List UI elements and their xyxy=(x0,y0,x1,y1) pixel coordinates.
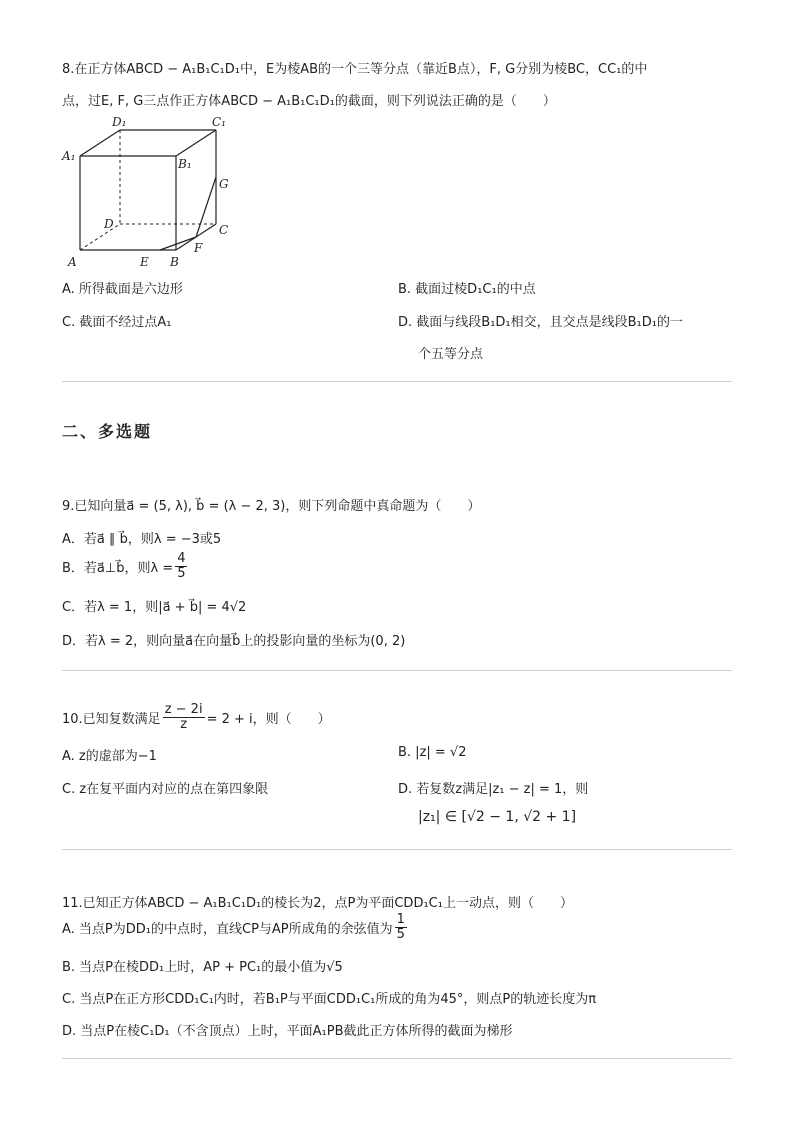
q9-stem: 9.已知向量a⃗ = (5, λ), b⃗ = (λ − 2, 3)，则下列命题中真命题为（ ） xyxy=(62,499,481,514)
q8-stem-line2: 点，过E, F, G三点作正方体ABCD − A₁B₁C₁D₁的截面，则下列说法正确的是（ ） xyxy=(62,94,556,109)
label-a1: A₁ xyxy=(62,149,76,163)
segment-fg xyxy=(196,177,216,237)
q9-option-b-text: B．若a⃗⊥b⃗，则λ = xyxy=(62,561,174,577)
q11-option-b: B. 当点P在棱DD₁上时，AP + PC₁的最小值为√5 xyxy=(62,960,343,975)
q10-option-c: C. z在复平面内对应的点在第四象限 xyxy=(62,782,269,797)
label-f: F xyxy=(194,241,203,255)
q10-stem-denominator: z xyxy=(180,717,188,733)
q8-option-c: C. 截面不经过点A₁ xyxy=(62,315,172,330)
label-e: E xyxy=(140,255,149,269)
edge-a1d1 xyxy=(80,130,120,156)
label-c: C xyxy=(219,223,229,237)
label-b: B xyxy=(170,255,179,269)
q8-stem-line1: 8.在正方体ABCD − A₁B₁C₁D₁中，E为棱AB的一个三等分点（靠近B点），F, G分别为棱BC，CC₁的中 xyxy=(62,62,648,77)
q9-option-b-denominator: 5 xyxy=(177,566,186,582)
divider xyxy=(62,381,732,382)
divider xyxy=(62,849,732,850)
q10-option-d-line2: |z₁| ∈ [√2 − 1, √2 + 1] xyxy=(418,809,577,825)
q8-option-d-line2: 个五等分点 xyxy=(418,347,484,362)
q9-option-d: D．若λ = 2，则向量a⃗在向量b⃗上的投影向量的坐标为(0, 2) xyxy=(62,634,406,649)
q11-option-a xyxy=(62,913,409,943)
q10-stem-post: = 2 + i，则（ ） xyxy=(206,712,331,728)
label-a: A xyxy=(68,255,77,269)
q9-option-a: A．若a⃗ ∥ b⃗，则λ = −3或5 xyxy=(62,532,222,547)
q9-option-b xyxy=(62,552,189,582)
label-d: D xyxy=(104,217,114,231)
q11-option-a-numerator: 1 xyxy=(396,912,405,927)
section-title: 二、多选题 xyxy=(62,422,153,441)
label-c1: C₁ xyxy=(212,115,226,129)
q10-option-a: A. z的虚部为−1 xyxy=(62,749,157,764)
label-d1: D₁ xyxy=(112,115,127,129)
label-g: G xyxy=(219,177,229,191)
q9-option-b-numerator: 4 xyxy=(177,551,186,566)
divider xyxy=(62,1058,732,1059)
q9-option-c: C．若λ = 1，则|a⃗ + b⃗| = 4√2 xyxy=(62,600,247,615)
q10-option-d-line1: D. 若复数z满足|z₁ − z| = 1，则 xyxy=(398,782,589,797)
cube-figure xyxy=(60,112,240,272)
q8-option-d-line1: D. 截面与线段B₁D₁相交，且交点是线段B₁D₁的一 xyxy=(398,315,683,330)
q11-option-a-denominator: 5 xyxy=(396,927,405,943)
q11-option-d: D. 当点P在棱C₁D₁（不含顶点）上时，平面A₁PB截此正方体所得的截面为梯形 xyxy=(62,1024,513,1039)
q10-stem xyxy=(62,703,331,733)
label-b1: B₁ xyxy=(178,157,192,171)
q10-stem-fraction xyxy=(163,703,205,733)
q8-option-b: B. 截面过棱D₁C₁的中点 xyxy=(398,282,536,297)
q9-option-b-fraction xyxy=(175,552,187,582)
edge-ad-hidden xyxy=(80,224,120,250)
divider xyxy=(62,670,732,671)
q10-stem-pre: 10.已知复数满足 xyxy=(62,712,161,728)
q11-option-c: C. 当点P在正方形CDD₁C₁内时，若B₁P与平面CDD₁C₁所成的角为45°，则点P的轨迹长度为π xyxy=(62,992,597,1007)
q11-option-a-fraction xyxy=(395,913,407,943)
q10-option-b: B. |z| = √2 xyxy=(398,745,467,760)
q11-stem: 11.已知正方体ABCD − A₁B₁C₁D₁的棱长为2，点P为平面CDD₁C₁上一动点，则（ ） xyxy=(62,896,573,911)
q10-stem-numerator: z − 2i xyxy=(164,702,203,717)
q8-option-a: A. 所得截面是六边形 xyxy=(62,282,183,297)
q11-option-a-text: A. 当点P为DD₁的中点时，直线CP与AP所成角的余弦值为 xyxy=(62,922,393,938)
edge-b1c1 xyxy=(176,130,216,156)
